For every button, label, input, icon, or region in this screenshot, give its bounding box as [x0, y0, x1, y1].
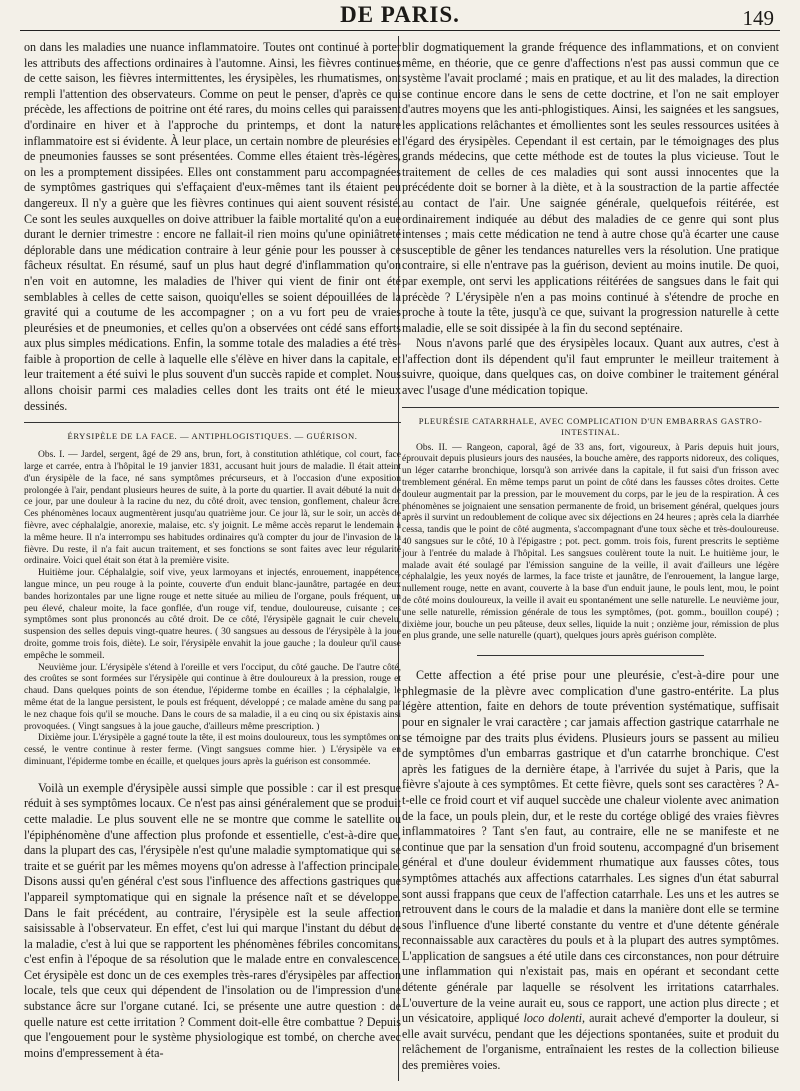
day-ten-paragraph: Dixième jour. L'érysipèle a gagné toute la tête, il est moins douloureux, tous les symptômes ont cessé, le ventre continue à rester ferme. (Vingt sangsues comme hier. ) L'érysipèle va en diminuant, l'épiderme tombe en écaille, et quelques jours après la guérison est consommée. — [24, 733, 401, 767]
intro-paragraph: on dans les maladies une nuance inflammatoire. Toutes ont continué à porter les attributs des affections ordinaires à l'automne. Ainsi, les fièvres continues de cette saison, les fièvres intermittentes, les érysipèles, les rhumatismes, ont rempli l'attention des observateurs. Comme on peut le penser, d'après ce qui précède, les affections de poitrine ont été rares, du moins celles qui paraissent d'ordinaire en hiver et à l'approche du printemps, et dont la nature inflammatoire est si évidente. À leur place, un certain nombre de pleurésies et de pneumonies fausses se sont présentées. Comme elles étaient très-légères, on les a promptement dissipées. Elles ont constamment paru accompagnées de symptômes gastriques qui s'effaçaient d'eux-mêmes tant ils étaient peu dangereux. Il n'y a guère que les fièvres continues qui aient souvent résisté. Ce sont les seules auxquelles on doive attribuer la faible mortalité qu'on a eue durant le dernier trimestre : encore ne fallait-il rien moins qu'une opiniâtreté déplorable dans une médication contraire à leur génie pour les pousser à ce fâcheux résultat. En résumé, sauf un plus haut degré d'inflammation qu'on n'en voit en automne, les maladies de l'hiver qui vient de finir ont été semblables à celles de cette saison, quoiqu'elles se soient dépouillées de la gravité qui a coutume de les accompagner ; on a vu fort peu de vraies pleurésies et de pneumonies, et celles qu'on a observées ont cédé sans efforts aux plus simples médications. Enfin, la somme totale des maladies a été très-faible à proportion de celle à laquelle elle s'élève en hiver dans la capitale, et leur traitement a été suivi le plus souvent d'un succès rapide et complet. Nous allons choisir parmi ces maladies celles dont les traits ont été le mieux dessinés. — [24, 40, 401, 413]
running-title: DE PARIS. — [340, 2, 460, 27]
observation-text: — Rangeon, caporal, âgé de 33 ans, fort, vigoureux, à Paris depuis huit jours, éprouvait depuis plusieurs jours des nausées, la bouche amère, des rapports nidoreux, des coliques, un léger catarrhe bronchique, lorsqu'à son arrivée dans la capitale, il fut saisi d'un frisson avec tremblement général. En même temps parut un point de côté dans les fausses côtes droites. Cette douleur augmentait par la pression, par le mouvement du corps, par le jeu de la respiration. À ces phénomènes se joignaient une sensation permanente de froid, un brisement général, quelques jours après il survint un redoublement de colique avec six déjections en 24 heures ; après cela la diarrhée cessa, tandis que le point de côté augmenta, s'accompagnant d'une toux sèche et très-douloureuse. 40 sangsues sur le côté, 10 à l'épigastre ; pot. pect. gomm. trois fois, furent prescrits le septième jour à l'entrée du malade à l'hôpital. Les sangsues coulèrent toute la nuit. Le huitième jour, le malade avait été soulagé par l'émission sanguine de la veille, il avait d'ailleurs une légère céphalalgie, les yeux noyés de larmes, la face triste et jaunâtre, de l'enrouement, la langue large, nullement rouge, nette en avant, couverte à la base d'un enduit jaune, le pouls lent, mou, le point de côté moins douloureux, la veille il avait eu spontanément une selle naturelle. Le neuvième jour, une selle naturelle, rémission générale de tous les symptômes, (pot. gomm., bouillon coupé) ; dixième jour, bouche un peu pâteuse, deux selles, liquide la nuit ; onzième jour, rémission de plus en plus grande, une selle naturelle (quart), quelques jours après guérison complète. — [402, 442, 779, 642]
day-eight-paragraph: Huitième jour. Céphalalgie, soif vive, yeux larmoyans et injectés, enrouement, inappétence, langue mince, un peu rouge à la pointe, couverte d'un enduit blanc-jaunâtre, partagée en deux bandes horizontales par une ligne rouge et nette située au milieu de l'organe, pouls fréquent, un peu élevé, chaleur moite, la face gonflée, d'un rouge vif, tendue, douloureuse, cuisante ; ces symptômes sont plus prononcés au côté droit. De ce côté, l'érysipèle gagnait le cuir chevelu, suspension des selles depuis vingt-quatre heures. ( 30 sangsues au dessous de l'érysipèle à la joue droite, gomme trois fois, diète). Le soir, l'érysipèle envahit la joue gauche ; la douleur qu'il cause empêche le sommeil. — [24, 568, 401, 661]
page-header — [20, 0, 780, 30]
right-column — [402, 40, 779, 1074]
page-number: 149 — [742, 6, 774, 30]
observation-text: — Jardel, sergent, âgé de 29 ans, brun, fort, à constitution athlétique, col court, face large et carrée, entra à l'hôpital le 19 janvier 1831, accusant huit jours de maladie. Il était atteint d'un érysipèle de la face, né sans symptômes précurseurs, et à l'occasion d'une exposition prolongée à l'air, pendant plusieurs heures de suite, à la porte du quartier. Il avait débuté la nuit de ce jour, par une douleur à la racine du nez, du côté droit, avec tension, gonflement, chaleur âcre. Ces phénomènes locaux augmentèrent jusqu'au quatrième jour. Ce jour là, sur le soir, un accès de fièvre, avec céphalalgie, anorexie, malaise, etc. s'y joignit. Le même accès reparut le lendemain à la même heure. Il n'a interrompu ses habitudes ordinaires qu'à compter du jour de l'invasion de la fièvre. Du reste, il n'a fait aucun traitement, et ses fonctions se sont faites avec leur régularité ordinaire. Voici quel était son état à la première visite. — [24, 450, 401, 567]
observation-label: Obs. I. — [38, 450, 65, 461]
observation-label: Obs. II. — [416, 442, 448, 453]
header-rule — [20, 30, 780, 31]
discussion-paragraph: Voilà un exemple d'érysipèle aussi simple que possible : car il est presque réduit à ses symptômes locaux. Ce n'est pas ainsi généralement que se produit cette maladie. Le plus souvent elle ne se montre que comme le satellite ou l'épiphénomène d'une affection plus profonde et essentielle, c'est-à-dire que, dans la plupart des cas, l'érysipèle n'est qu'une maladie symptomatique qui se traite et se guérit par les mêmes moyens qu'on adresse à l'affection principale. Disons aussi qu'en général c'est sous l'influence des affections gastriques que l'appareil symptomatique qui en signale la présence naît et se développe. Dans le fait précédent, au contraire, l'érysipèle est la seule affection saisissable à l'observateur. En effet, c'est lui qui marque l'instant du début de la maladie, c'est à lui que se rapportent les phénomènes fébriles concomitans, c'est enfin à l'époque de sa résolution que le malade entre en convalescence. Cet érysipèle est donc un de ces exemples très-rares d'érysipèles par affection locale, tels que ceux qui dépendent de l'insolation ou de l'impression d'une substance âcre sur l'organe cutané. Ici, se présente une autre question : de quelle nature est cette irritation ? Comment doit-elle être combattue ? Depuis que l'engouement pour le système physiologique est tombé, on cherche avec moins d'empressement à éta- — [24, 780, 401, 1060]
discussion-paragraph — [402, 668, 779, 1073]
continuation-paragraph: blir dogmatiquement la grande fréquence des inflammations, et on convient même, en théorie, que ce genre d'affections n'est pas aussi commun que ce système l'avait proclamé ; mais en pratique, et au lit des malades, la direction se continue encore dans le sens de cette doctrine, et l'on ne sait employer d'autres moyens que les anti-phlogistiques. Ainsi, les saignées et les sangsues, les applications relâchantes et émollientes sont les seules ressources usitées à l'égard des érysipèles. Cependant il est certain, par le témoignages des plus grands médecins, que cette méthode est de toutes la plus vicieuse. Tout le traitement de celles de ces maladies qui sont aussi innocentes que la précédente doit se borner à la diète, et à la soustraction de la partie affectée au contact de l'air. Une saignée générale, quelquefois réitérée, est ordinairement indiquée au début des maladies de ce genre qui sont plus intenses ; mais cette médication ne tend à autre chose qu'à écarter une cause susceptible de gêner les tendances naturelles vers la résolution. Une pratique contraire, si elle n'entrave pas la guérison, devient au moins inutile. De quoi, par exemple, ont servi les applications réitérées de sangsues dans le fait qui précède ? L'érysipèle n'en a pas moins continué à s'étendre de proche en proche à toute la tête, jusqu'à ce que, suivant la progression naturelle à cette maladie, elle se soit dissipée à la fin du second septénaire. — [402, 40, 779, 335]
observation-paragraph — [24, 450, 401, 568]
discussion-text: Cette affection a été prise pour une pleurésie, c'est-à-dire pour une phlegmasie de la plèvre avec complication d'une gastro-entérite. La plus légère attention, faite en dehors de toute prévention systématique, suffisait pour en signaler le vrai caractère ; car jamais affection gastrique catarrhale ne se témoigne par des traits plus évidens. Plusieurs jours se passent au milieu de symptômes d'un embarras gastrique et d'un catarrhe bronchique. C'est après les fatigues de la dernière étape, à l'arrivée du sujet à Paris, que la fièvre s'ajoute à ces symptômes. Et cette fièvre, quels sont ses caractères ? A-t-elle ce froid court et vif auquel succède une chaleur violente avec animation de la face, un pouls plein, dur, et le reste du cortége obligé des vraies fièvres inflammatoires ? Tant s'en faut, au contraire, elle ne se manifeste et ne continue que par la sensation d'un froid soutenu, accompagné d'un brisement général et d'une douleur évidemment rhumatique aux fausses côtes, tous symptômes attachés aux affections catarrhales. Les signes d'un état saburral sont aussi frappans que ceux de l'affection catarrhale. Les uns et les autres se retrouvent dans le cours de la maladie et dans la manière dont elle se termine sous l'influence d'une liberté constante du ventre et d'une détente générale reconnaissable aux caractères du pouls et à la plupart des autres symptômes. L'application de sangsues a été utile dans ces circonstances, non pour détruire une inflammation qui n'existait pas, mais en opérant et secondant cette détente générale par laquelle se résolvent les irritations catarrhales. L'ouverture de la veine aurait eu, sous ce rapport, une action plus directe ; et un vésicatoire, appliqué — [402, 668, 779, 1026]
latin-term: loco dolenti — [523, 1011, 583, 1026]
discussion-text-end: , aurait achevé d'emporter la douleur, si elle avait survécu, pendant que les déjections spontanées, suite et produit du relâchement de l'organisme, entraînaient les restes de la collection bilieuse des premières voies. — [402, 1011, 779, 1073]
section-title: PLEURÉSIE CATARRHALE, AVEC COMPLICATION D'UN EMBARRAS GASTRO-INTESTINAL. — [418, 415, 763, 437]
observation-paragraph — [402, 443, 779, 644]
local-paragraph: Nous n'avons parlé que des érysipèles locaux. Quant aux autres, c'est à l'affection dont ils dépendent qu'il faut emprunter le meilleur traitement à suivre, quoique, dans quelques cas, on doive combiner le traitement général avec l'usage d'une médication topique. — [402, 336, 779, 398]
section-title: ÉRYSIPÈLE DE LA FACE. — ANTIPHLOGISTIQUES. — GUÉRISON. — [67, 431, 358, 442]
day-nine-paragraph: Neuvième jour. L'érysipèle s'étend à l'oreille et vers l'occiput, du côté gauche. De l'autre côté, des croûtes se sont formées sur l'érysipèle qui continue à être douloureux à la pression, rouge et chaud. Dans quelques points de son étendue, l'épiderme tombe en écailles ; la céphalalgie, le même état de la langue persistent, le pouls est fréquent, développé ; ce malade amène du sang par le nez chaque fois qu'il se mouche. Dans le cours de sa maladie, il a eu cinq ou six épistaxis ainsi provoquées. ( Vingt sangsues à la joue gauche, d'ailleurs même prescription. ) — [24, 662, 401, 732]
left-column — [24, 40, 401, 1061]
